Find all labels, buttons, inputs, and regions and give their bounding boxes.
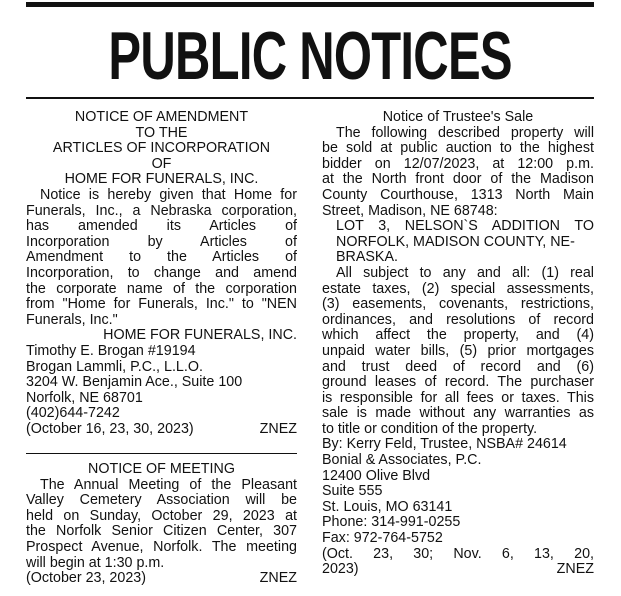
text-line: bidder on 12/07/2023, at 12:00 p.m. bbox=[322, 155, 594, 172]
notice-divider bbox=[26, 453, 297, 454]
text-line: has amended its Articles of bbox=[26, 218, 297, 235]
text-line: NORFOLK, MADISON COUNTY, NE- bbox=[336, 233, 575, 250]
text-line: ARTICLES OF INCORPORATION bbox=[52, 140, 271, 157]
text-line: BRASKA. bbox=[336, 249, 398, 266]
header-rule bbox=[26, 97, 594, 99]
text-line: Funerals, Inc., a Nebraska corporation, bbox=[26, 202, 297, 219]
trustee-sale-body bbox=[322, 110, 594, 562]
notice-code: ZNEZ bbox=[259, 570, 297, 587]
text-line: NOTICE OF MEETING bbox=[88, 461, 235, 477]
top-rule bbox=[26, 2, 594, 7]
text-line: Notice of Trustee's Sale bbox=[382, 109, 534, 125]
text-line: from "Home for Funerals, Inc." to "NEN bbox=[26, 296, 297, 313]
text-line: Prospect Avenue, Norfolk. The meeting bbox=[26, 538, 297, 555]
text-line: Street, Madison, NE 68748: bbox=[322, 202, 498, 219]
text-line: at the North front door of the Madison bbox=[322, 171, 594, 188]
text-line: By: Kerry Feld, Trustee, NSBA# 24614 bbox=[322, 436, 567, 453]
amendment-notice bbox=[26, 110, 297, 437]
text-line: LOT 3, NELSON`S ADDITION TO bbox=[336, 218, 594, 235]
right-column bbox=[322, 110, 594, 578]
text-line: held on Sunday, October 29, 2023 at bbox=[26, 507, 297, 524]
text-line: the Norfolk Senior Citizen Center, 307 bbox=[26, 523, 297, 540]
text-line: TO THE bbox=[135, 124, 188, 141]
text-line: Notice is hereby given that Home for bbox=[40, 186, 297, 203]
text-line: Norfolk, NE 68701 bbox=[26, 389, 143, 406]
trustee-sale-footer bbox=[322, 562, 594, 578]
text-line: sale is made without any warranties as bbox=[322, 405, 594, 422]
text-line: HOME FOR FUNERALS, INC. bbox=[103, 327, 297, 344]
meeting-notice-body bbox=[26, 462, 297, 571]
publication-dates: (October 23, 2023) bbox=[26, 570, 147, 587]
text-line: Funerals, Inc." bbox=[26, 311, 118, 328]
publication-dates: (October 16, 23, 30, 2023) bbox=[26, 420, 194, 437]
trustee-sale-notice bbox=[322, 110, 594, 578]
text-line: Phone: 314-991-0255 bbox=[322, 514, 461, 531]
text-line: and trust deed of record and (6) bbox=[322, 358, 594, 375]
text-line: The following described property will bbox=[336, 124, 594, 141]
text-line: will begin at 1:30 p.m. bbox=[26, 554, 165, 571]
text-line: be sold at public auction to the highest bbox=[322, 140, 594, 157]
text-line: 3204 W. Benjamin Ace., Suite 100 bbox=[26, 374, 243, 391]
text-line: Brogan Lammli, P.C., L.L.O. bbox=[26, 358, 203, 375]
text-line: NOTICE OF AMENDMENT bbox=[74, 109, 249, 125]
text-line: Fax: 972-764-5752 bbox=[322, 530, 443, 547]
left-column bbox=[26, 110, 297, 437]
notice-code: ZNEZ bbox=[259, 420, 297, 437]
text-line: Incorporation by Articles of bbox=[26, 233, 297, 250]
text-line: The Annual Meeting of the Pleasant bbox=[40, 476, 297, 493]
text-line: Suite 555 bbox=[322, 483, 383, 500]
text-line: County Courthouse, 1313 North Main bbox=[322, 186, 594, 203]
text-line: unpaid water bills, (5) prior mortgages bbox=[322, 342, 594, 359]
text-line: All subject to any and all: (1) real bbox=[336, 264, 594, 281]
text-line: Valley Cemetery Association will be bbox=[26, 492, 297, 509]
text-line: ordinances, and resolutions of record bbox=[322, 311, 594, 328]
page-title bbox=[0, 18, 621, 94]
text-line: the corporate name of the corporation bbox=[26, 280, 297, 297]
left-column-lower bbox=[26, 462, 297, 587]
text-line: St. Louis, MO 63141 bbox=[322, 498, 453, 515]
text-line: (3) easements, covenants, restrictions, bbox=[322, 296, 594, 313]
text-line: which affect the property, and (4) bbox=[322, 327, 594, 344]
text-line: HOME FOR FUNERALS, INC. bbox=[64, 171, 259, 188]
publication-dates: 2023) bbox=[322, 561, 359, 578]
meeting-notice-footer bbox=[26, 571, 297, 587]
text-line: OF bbox=[151, 155, 172, 172]
meeting-notice bbox=[26, 462, 297, 587]
text-line: to title or condition of the property. bbox=[322, 420, 538, 437]
text-line: Timothy E. Brogan #19194 bbox=[26, 342, 196, 359]
notice-code: ZNEZ bbox=[556, 561, 594, 578]
text-line: (Oct. 23, 30; Nov. 6, 13, 20, bbox=[322, 545, 594, 562]
amendment-notice-body bbox=[26, 110, 297, 422]
text-line: (402)644-7242 bbox=[26, 405, 120, 422]
page-title-text: PUBLIC NOTICES bbox=[108, 18, 513, 94]
text-line: Amendment to the Articles of bbox=[26, 249, 297, 266]
amendment-notice-footer bbox=[26, 422, 297, 438]
text-line: 12400 Olive Blvd bbox=[322, 467, 431, 484]
text-line: estate taxes, (2) special assessments, bbox=[322, 280, 594, 297]
text-line: Bonial & Associates, P.C. bbox=[322, 452, 482, 469]
text-line: Incorporation, to change and amend bbox=[26, 264, 297, 281]
text-line: ground leases of record. The purchaser bbox=[322, 374, 594, 391]
text-line: is responsible for all fees or taxes. This bbox=[322, 389, 594, 406]
